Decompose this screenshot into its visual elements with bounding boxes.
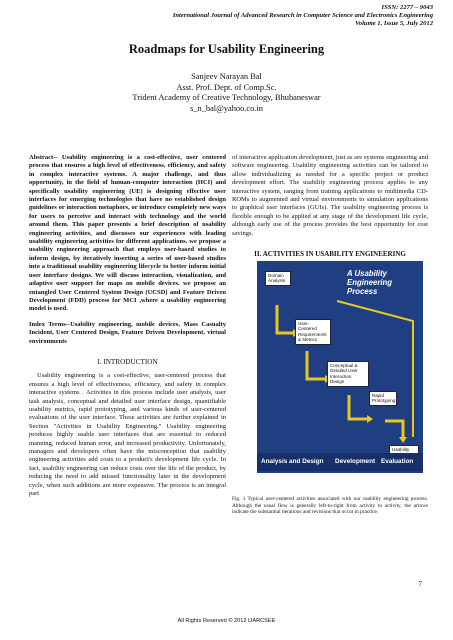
figure-title: A Usability Engineering Process — [347, 269, 393, 296]
box-rapid-prototyping: Rapid Prototyping — [369, 391, 397, 406]
box-requirements-metrics: User-Centered Requirements & Metrics — [295, 319, 331, 345]
left-column — [29, 154, 226, 498]
author-name: Sanjeev Narayan Bal — [191, 72, 262, 81]
phase-development: Development — [335, 458, 376, 465]
right-column — [232, 154, 428, 258]
introduction-continued: of interactive application development, just as are systems engineering and software engineering. Usability engineering activities can be tailored to allow individualizing as needed for a specific project or product development effort. The usability engineering process applies to any interactive system, ranging from training applications to multimedia CD-ROMs to augmented and virtual environments to simulation applications to graphical user interfaces (GUIs). The usability engineering process is flexible enough to be applied at any stage of the development life cycle, although early use of the process provides the best opportunity for cost savings. — [232, 154, 428, 237]
author-email: s_n_bal@yahoo.co.in — [190, 103, 263, 113]
box-interaction-design: Conceptual & Detailed User Interaction Design — [327, 361, 369, 387]
page-number: 7 — [418, 580, 422, 588]
author-block — [0, 72, 453, 114]
journal-name: International Journal of Advanced Research in Computer Science and Electronics Engineering — [172, 12, 433, 20]
arrow-design-to-prototyping — [349, 395, 367, 419]
journal-header — [173, 4, 433, 29]
arrow-domain-to-requirements — [277, 305, 293, 333]
arrowhead-3 — [367, 415, 373, 423]
phase-analysis-design: Analysis and Design — [261, 458, 324, 465]
phase-evaluation: Evaluation — [381, 458, 414, 465]
box-domain-analysis: Domain Analysis — [265, 271, 291, 286]
index-terms: Index Terms--Usability engineering, mobile devices, Mass Casualty Incident, User Centered Design, Feature Driven Development, virtual environments — [29, 320, 226, 345]
section-heading-introduction: I. INTRODUCTION — [97, 357, 158, 366]
arrow-requirements-to-design — [307, 351, 325, 379]
abstract: Abstract-- Usability engineering is a cost-effective, user centered process that ensures a high level of effectiveness, efficiency, and safety in complex interactive systems. A major challenge, and thus opportunity, in the field of human-computer interaction (HCI) and specifically usability engineering (UE) is designing effective user interfaces for emerging technologies that have no established design guidelines or interaction metaphors, or introduce completely new ways for users to perceive and interact with technology and the world around them. This paper presents a brief description of usability engineering activities, and discusses our experiences with leading usability engineering activities for different applications. we propose a usability engineering approach that employs user-based studies to inform design, by iteratively inserting a series of user-based studies into a traditional usability engineering lifecycle to better inform initial user interface designs. We will discuss interaction, visualization, and adaptive user support for maps on mobile devices. we propose an entangled User Centered System Design (UCSD) and Feature Driven Development (FDD) process for MCI ,where a usability engineering model is used. — [29, 154, 226, 313]
page-footer: All Rights Reserved © 2012 IJARCSEE — [177, 618, 276, 624]
paper-title: Roadmaps for Usability Engineering — [128, 42, 325, 56]
section-heading-activities: II. ACTIVITIES IN USABILITY ENGINEERING — [254, 250, 406, 259]
author-affiliation: Trident Academy of Creative Technology, Bhubaneswar — [132, 93, 321, 103]
issn: ISSN: 2277 – 9043 — [381, 4, 433, 11]
author-position: Asst. Prof. Dept. of Comp.Sc. — [176, 82, 277, 92]
introduction-text: Usability engineering is a cost-effective, user-centered process that ensures a high level of effectiveness, efficiency, and safety in complex interactive systems . Activities in this process include user analysis, user task analysis, conceptual and detailed user interface design, quantifiable usability metrics, rapid prototyping, and various kinds of user-centered evaluations of the user interface. These activities are further explained in Section "Activities in Usability Engineering." Usability engineering produces highly usable user interfaces that are essential to reduced manning, reduced human error, and increased productivity. Unfortunately, managers and developers often have the misconception that usability engineering activities add costs to a product's development life cycle. In fact, usability engineering can reduce costs over the life of the product, by reducing the need to add missed functionality later in the development cycle, when such additions are more expensive. The process is an integral part — [29, 372, 226, 498]
box-usability-evaluation: Usability — [389, 445, 419, 460]
arrow-prototyping-to-evaluation — [385, 421, 403, 439]
arrowhead-4 — [399, 437, 407, 443]
usability-process-figure — [257, 261, 423, 473]
figure-caption: Fig. 1 Typical user-centered activities associated with our usability engineering process. Although the usual flow is generally left-to-right from activity to activity, the arrows indicate the substantial iterations and revisions that occur in practice. — [232, 496, 428, 515]
volume-info: Volume 1, Issue 5, July 2012 — [355, 20, 433, 28]
